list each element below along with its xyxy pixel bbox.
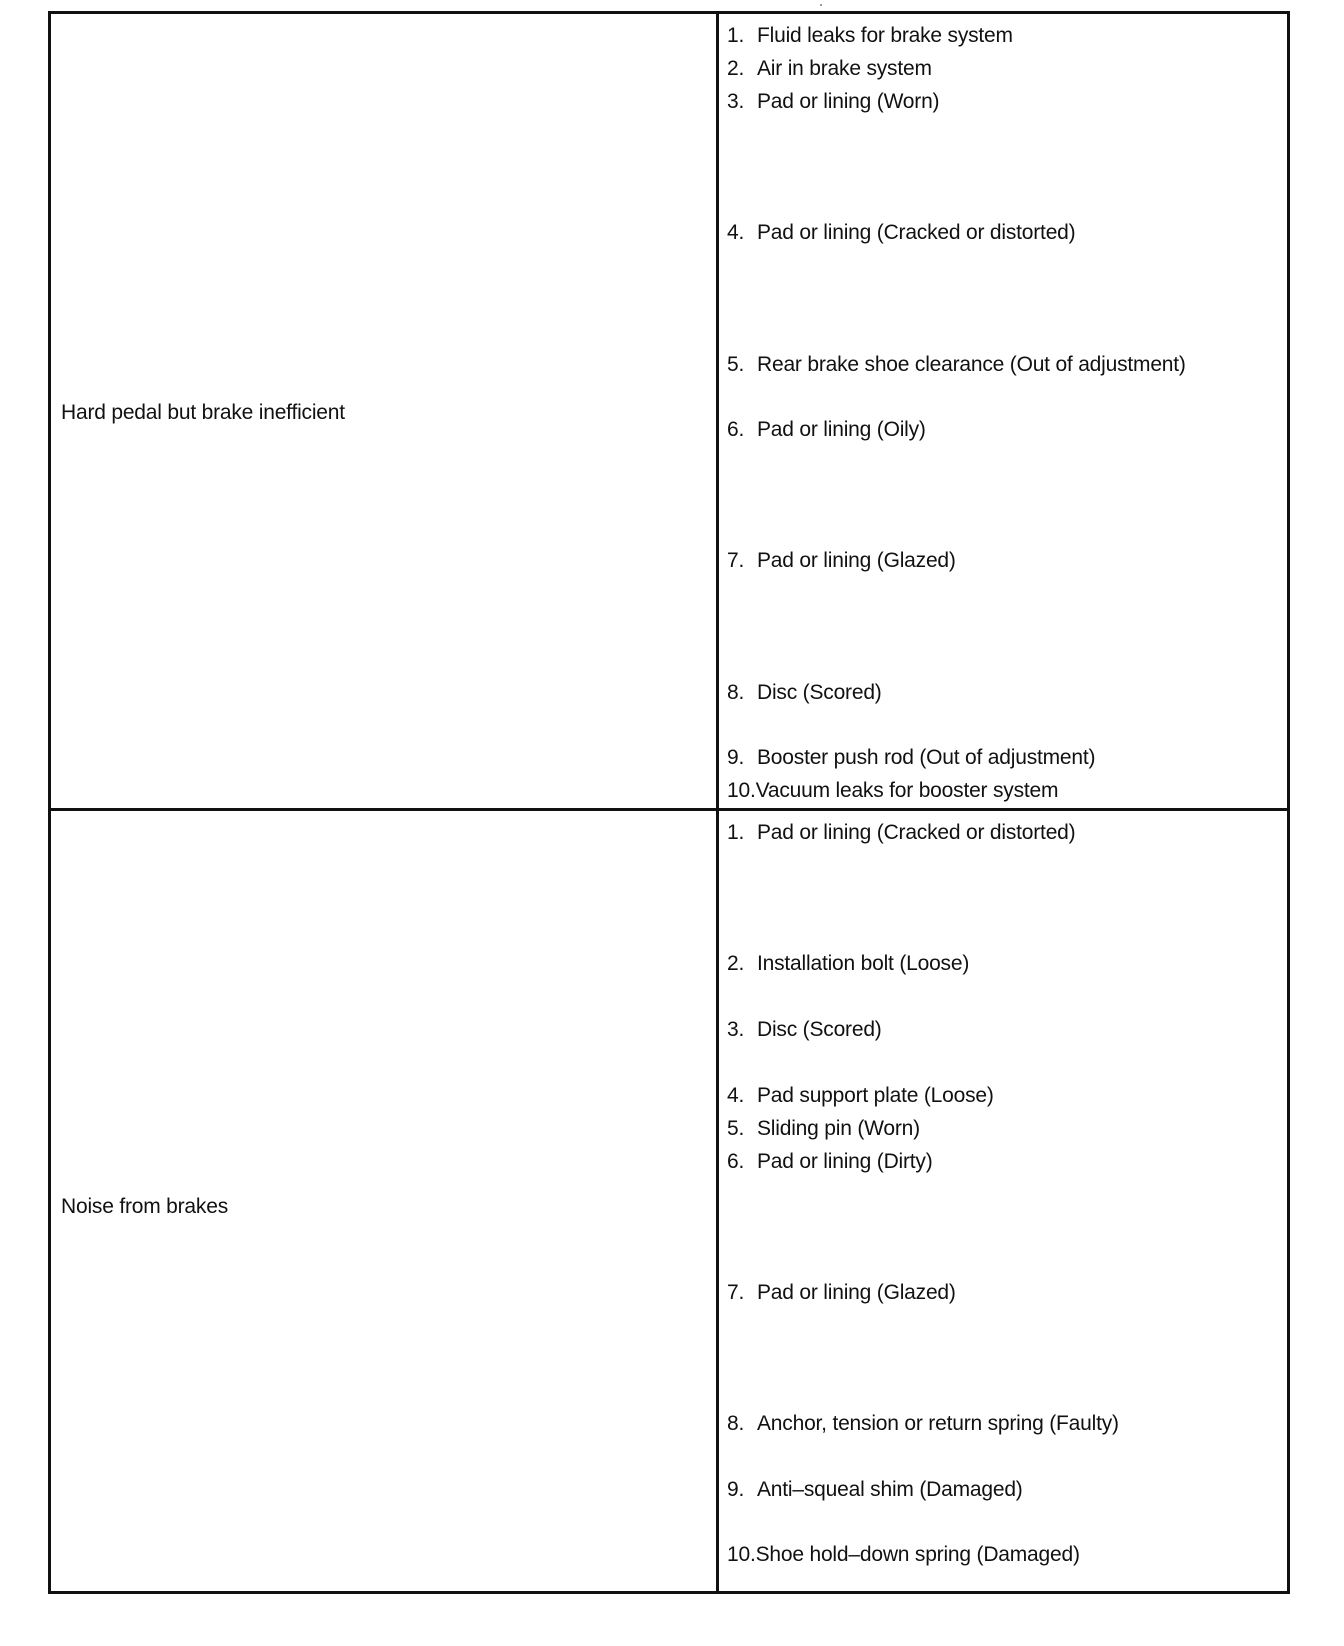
symptom-cell: Hard pedal but brake inefficient	[61, 401, 345, 424]
cause-item: 7. Pad or lining (Glazed)	[727, 549, 956, 572]
cause-item: 9. Anti–squeal shim (Damaged)	[727, 1478, 1023, 1501]
column-divider	[716, 811, 719, 1594]
symptom-cell: Noise from brakes	[61, 1195, 228, 1218]
cause-item: 1. Pad or lining (Cracked or distorted)	[727, 821, 1076, 844]
cause-item: 3. Disc (Scored)	[727, 1018, 882, 1041]
table-row	[51, 14, 1287, 811]
troubleshooting-table	[48, 11, 1290, 1594]
cause-item: 8. Anchor, tension or return spring (Faulty)	[727, 1412, 1119, 1435]
cause-item: 2. Installation bolt (Loose)	[727, 952, 970, 975]
speck-mark	[820, 4, 822, 6]
cause-item: 1. Fluid leaks for brake system	[727, 24, 1013, 47]
cause-item: 7. Pad or lining (Glazed)	[727, 1281, 956, 1304]
cause-item: 4. Pad or lining (Cracked or distorted)	[727, 221, 1076, 244]
column-divider	[716, 14, 719, 808]
cause-item: 4. Pad support plate (Loose)	[727, 1084, 994, 1107]
cause-item: 6. Pad or lining (Oily)	[727, 418, 926, 441]
cause-item: 10.Shoe hold–down spring (Damaged)	[727, 1543, 1080, 1566]
cause-item: 8. Disc (Scored)	[727, 681, 882, 704]
cause-item: 5. Rear brake shoe clearance (Out of adjustment)	[727, 353, 1186, 376]
table-row	[51, 811, 1287, 1594]
cause-item: 3. Pad or lining (Worn)	[727, 90, 940, 113]
cause-item: 6. Pad or lining (Dirty)	[727, 1150, 933, 1173]
cause-item: 10.Vacuum leaks for booster system	[727, 779, 1059, 802]
cause-item: 2. Air in brake system	[727, 57, 932, 80]
cause-item: 9. Booster push rod (Out of adjustment)	[727, 746, 1096, 769]
cause-item: 5. Sliding pin (Worn)	[727, 1117, 920, 1140]
